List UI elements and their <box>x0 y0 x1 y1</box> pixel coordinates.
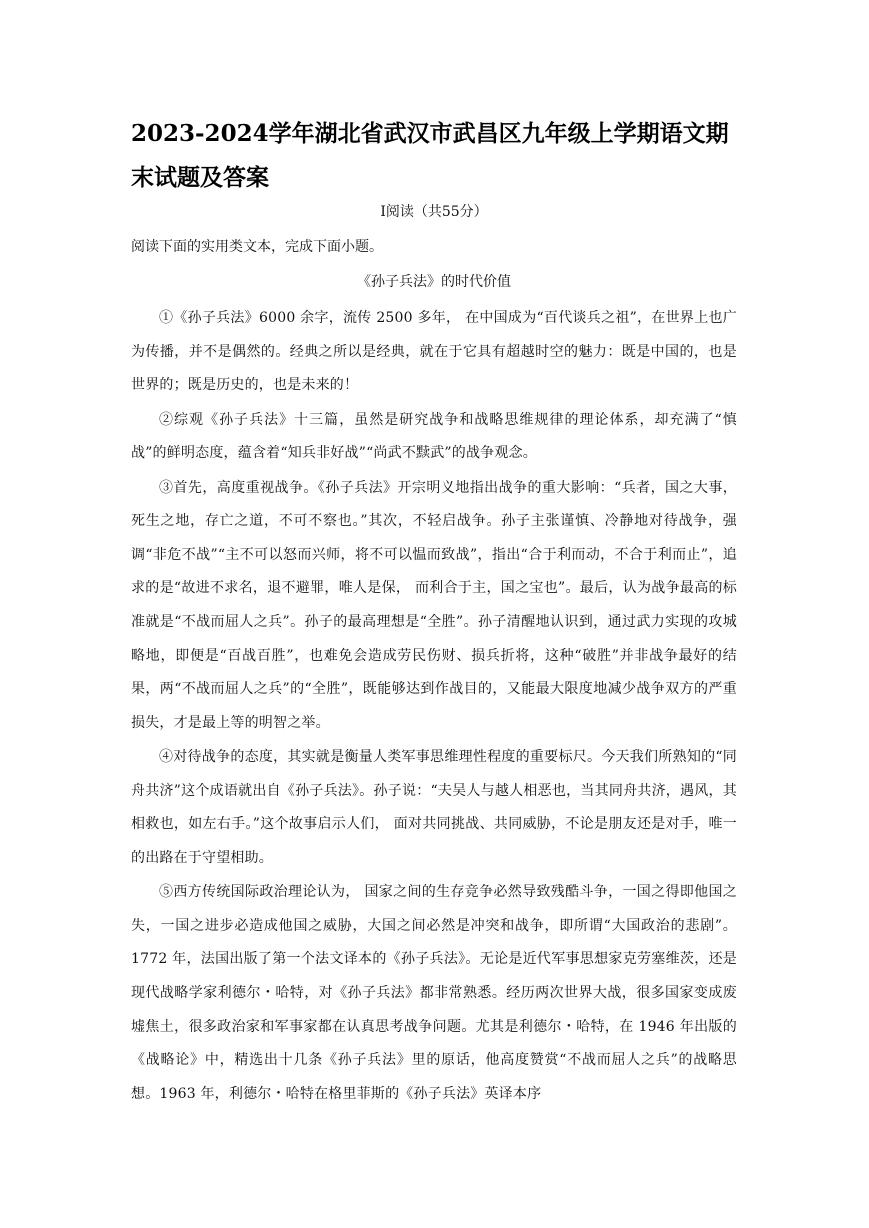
document-title: 2023-2024学年湖北省武汉市武昌区九年级上学期语文期末试题及答案 <box>131 120 729 191</box>
paragraph-3: ③首先，高度重视战争。《孙子兵法》开宗明义地指出战争的重大影响：“兵者，国之大事，死生之地，存亡之道，不可不察也。”其次，不轻启战争。孙子主张谨慎、冷静地对待战争，强调“非危不战”“主不可以怒而兴师，将不可以愠而致战”，指出“合于利而动，不合于利而止”，追求的是“故进不求名，退不避罪，唯人是保， 而利合于主，国之宝也”。最后，认为战争最高的标准就是“不战而屈人之兵”。孙子的最高理想是“全胜”。孙子清醒地认识到，通过武力实现的攻城略地，即便是“百战百胜”，也难免会造成劳民伤财、损兵折将，这种“破胜”并非战争最好的结果，两“不战而屈人之兵”的“全胜”，既能够达到作战目的，又能最大限度地减少战争双方的严重损失，才是最上等的明智之举。 <box>131 479 737 731</box>
paragraph-2: ②综观《孙子兵法》十三篇，虽然是研究战争和战略思维规律的理论体系，却充满了“慎战”的鲜明态度，蕴含着“知兵非好战”“尚武不黩武”的战争观念。 <box>131 411 737 462</box>
paragraph-1: ①《孙子兵法》6000 余字，流传 2500 多年， 在中国成为“百代谈兵之祖”，在世界上也广为传播，并不是偶然的。经典之所以是经典，就在于它具有超越时空的魅力：既是中国的，也是世界的；既是历史的，也是未来的！ <box>131 310 737 394</box>
article-title: 《孙子兵法》的时代价值 <box>357 274 511 290</box>
paragraph-5: ⑤西方传统国际政治理论认为， 国家之间的生存竞争必然导致残酷斗争，一国之得即他国之失，一国之进步必造成他国之威胁，大国之间必然是冲突和战争，即所谓“大国政治的悲剧”。1772 年，法国出版了第一个法文译本的《孙子兵法》。无论是近代军事思想家克劳塞维茨，还是现代战略学家利德尔・哈特，对《孙子兵法》都非常熟悉。经历两次世界大战，很多国家变成废墟焦土，很多政治家和军事家都在认真思考战争问题。尤其是利德尔・哈特，在 1946 年出版的《战略论》中，精选出十几条《孙子兵法》里的原话，他高度赞赏“不战而屈人之兵”的战略思想。1963 年，利德尔・哈特在格里菲斯的《孙子兵法》英译本序 <box>131 884 737 1102</box>
paragraph-4: ④对待战争的态度，其实就是衡量人类军事思维理性程度的重要标尺。今天我们所熟知的“同舟共济”这个成语就出自《孙子兵法》。孙子说：“夫吴人与越人相恶也，当其同舟共济，遇风，其相救也，如左右手。”这个故事启示人们， 面对共同挑战、共同威胁，不论是朋友还是对手，唯一的出路在于守望相助。 <box>131 749 737 866</box>
instruction-text: 阅读下面的实用类文本，完成下面小题。 <box>131 239 383 255</box>
section-heading: Ⅰ阅读（共55分） <box>380 204 488 220</box>
article-body <box>131 302 737 1112</box>
